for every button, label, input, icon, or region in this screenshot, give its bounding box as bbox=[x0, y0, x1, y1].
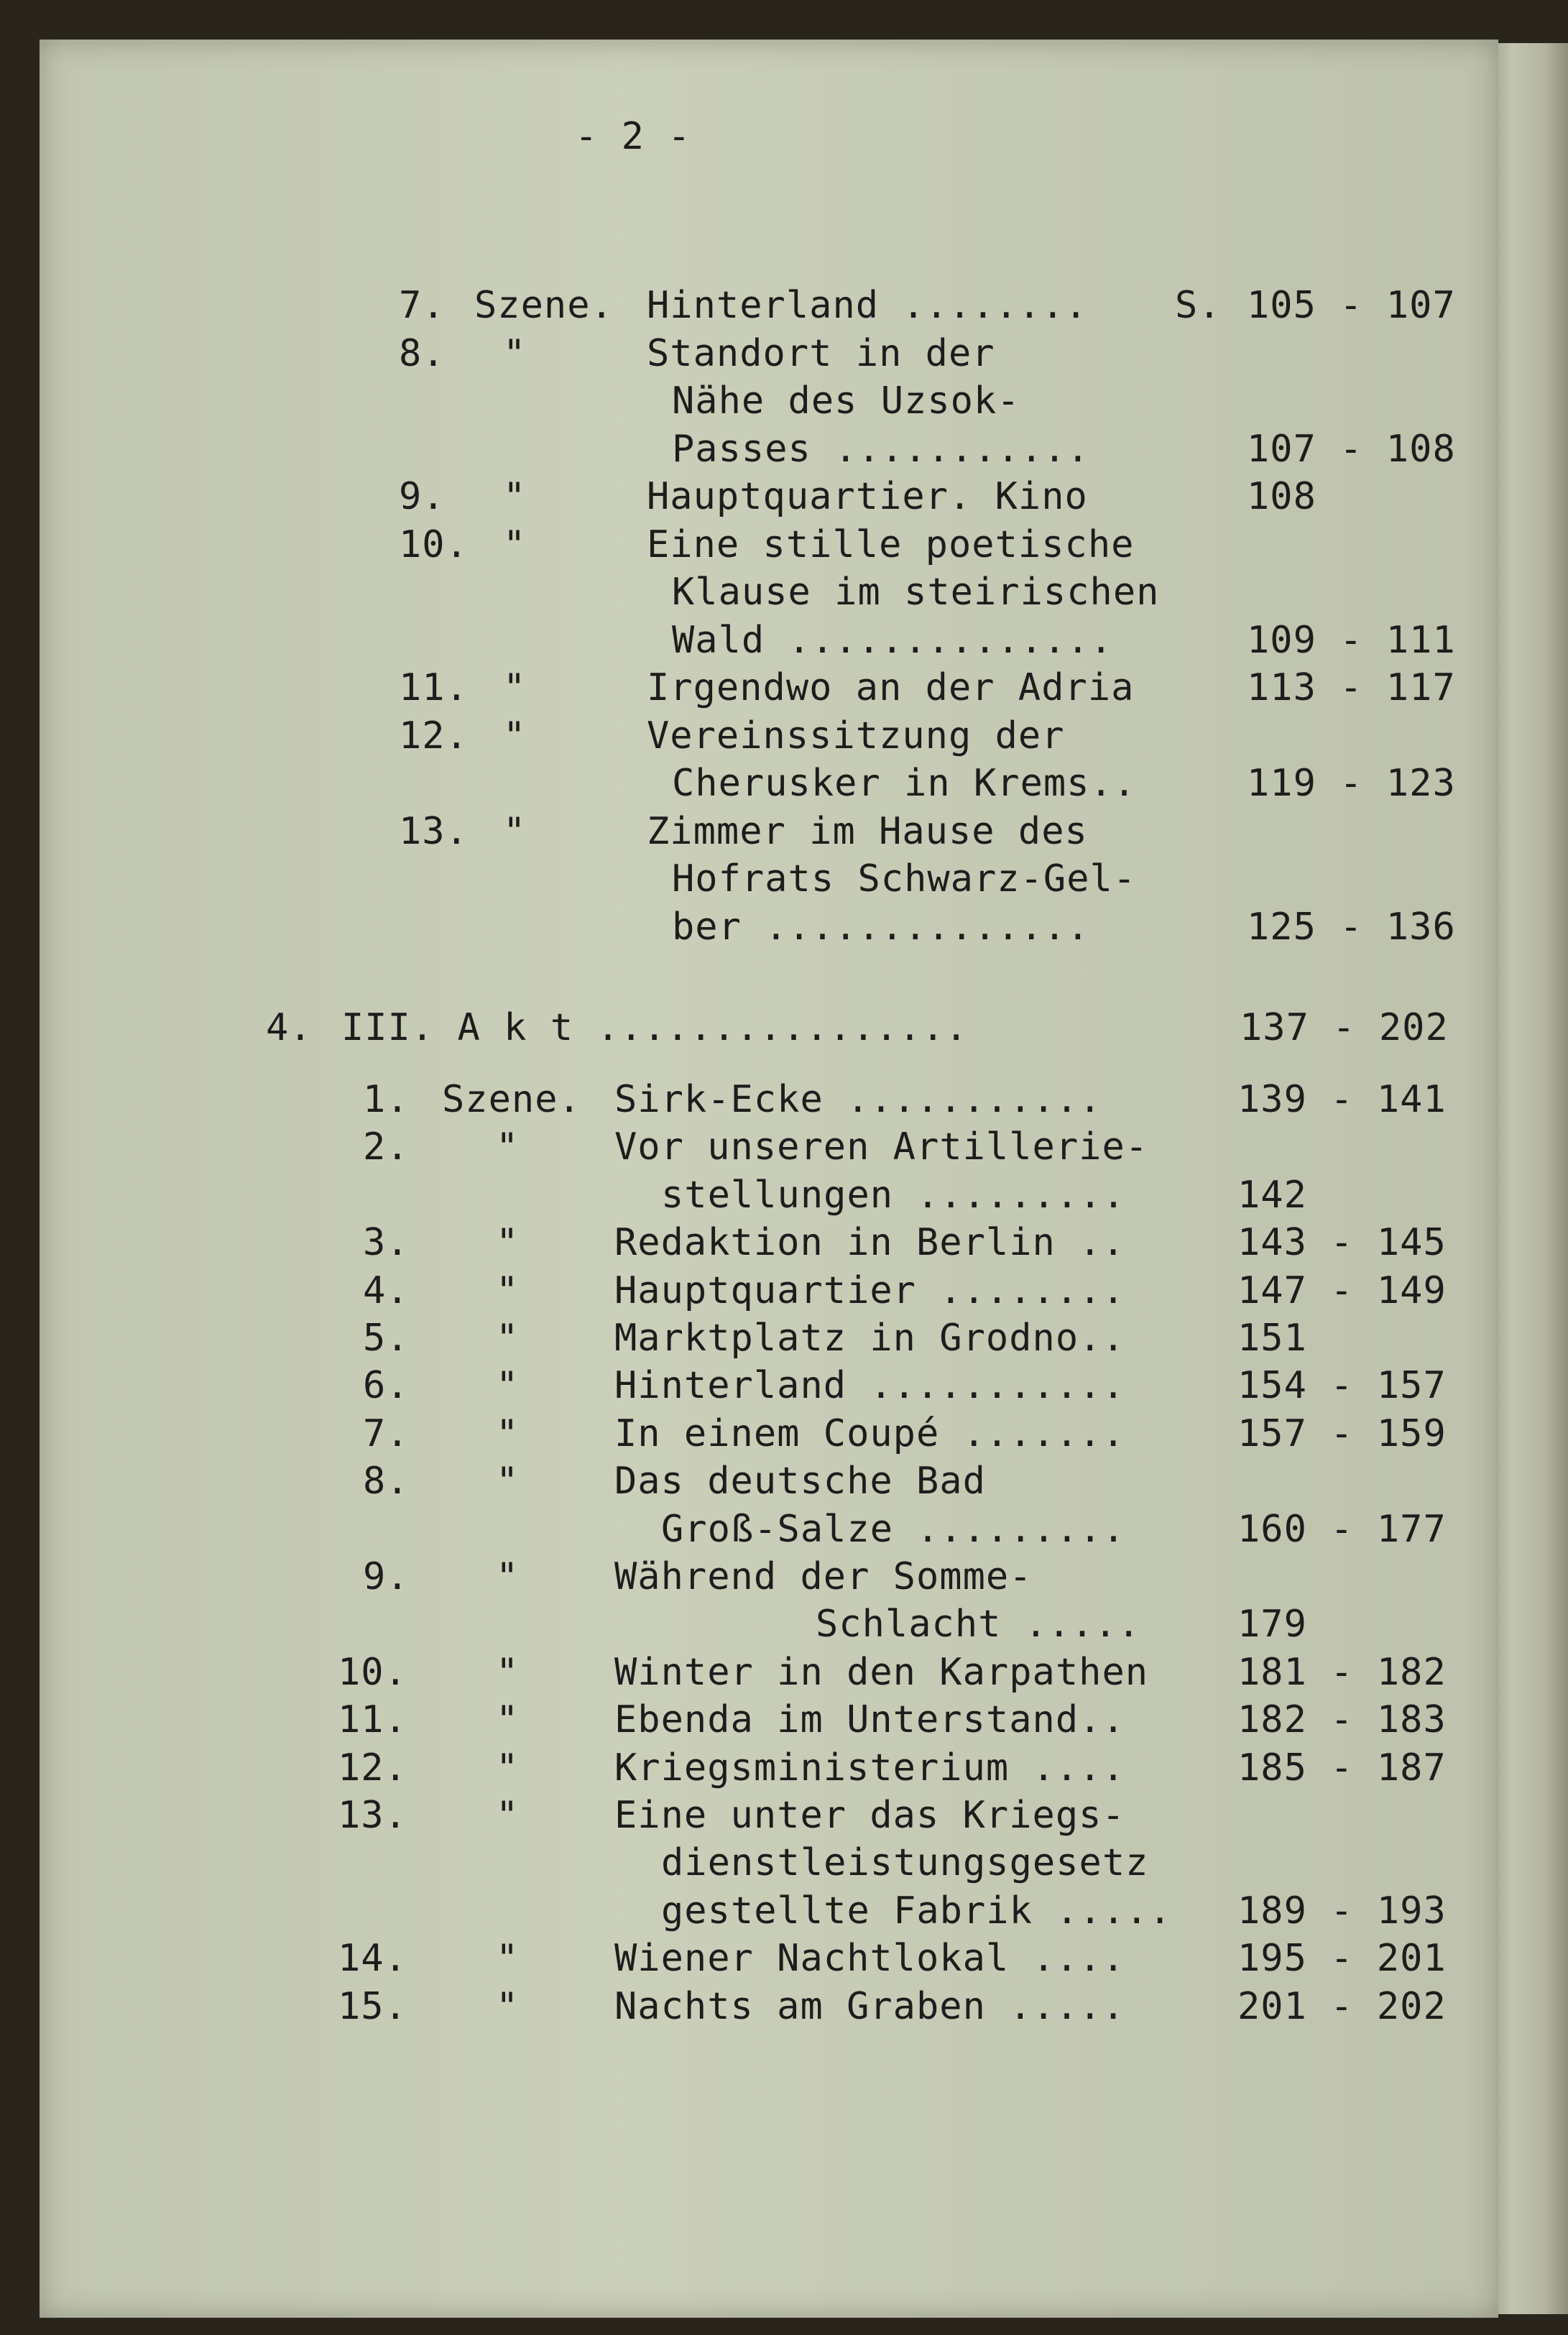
act-scene-number: 3. bbox=[363, 1221, 410, 1264]
act-scene-title: Hinterland ........... bbox=[614, 1364, 1125, 1407]
act-page-range: 181 - 182 bbox=[1237, 1651, 1447, 1694]
act-scene-label: " bbox=[496, 1460, 520, 1503]
toc-scene-label: " bbox=[503, 810, 527, 853]
act-scene-label: " bbox=[496, 1555, 520, 1598]
act-scene-title: Marktplatz in Grodno.. bbox=[614, 1317, 1125, 1360]
act-title: III. A k t ................ bbox=[341, 1006, 969, 1049]
act-scene-label: " bbox=[496, 1221, 520, 1264]
toc-scene-number: 11. bbox=[399, 666, 469, 709]
act-scene-number: 12. bbox=[338, 1746, 407, 1790]
act-page-range: 160 - 177 bbox=[1237, 1508, 1447, 1551]
act-scene-number: 7. bbox=[363, 1412, 410, 1455]
act-page-range: 157 - 159 bbox=[1237, 1412, 1447, 1455]
toc-page-range: 113 - 117 bbox=[1247, 666, 1456, 709]
act-page-range: 195 - 201 bbox=[1237, 1937, 1447, 1980]
toc-scene-title: Nähe des Uzsok- bbox=[672, 379, 1020, 423]
toc-scene-label: " bbox=[503, 523, 527, 566]
act-page-range: 189 - 193 bbox=[1237, 1889, 1447, 1933]
act-scene-title: In einem Coupé ....... bbox=[614, 1412, 1125, 1455]
act-scene-label: " bbox=[496, 1651, 520, 1694]
act-scene-number: 14. bbox=[338, 1937, 407, 1980]
act-page-range: 154 - 157 bbox=[1237, 1364, 1447, 1407]
toc-page-range: 107 - 108 bbox=[1247, 428, 1456, 471]
act-scene-number: 8. bbox=[363, 1460, 410, 1503]
act-page-range: 137 - 202 bbox=[1240, 1006, 1449, 1049]
act-scene-label: " bbox=[496, 1317, 520, 1360]
act-scene-label: " bbox=[496, 1412, 520, 1455]
act-scene-number: 9. bbox=[363, 1555, 410, 1598]
toc-page-range: 108 bbox=[1247, 475, 1316, 518]
toc-scene-title: Cherusker in Krems.. bbox=[672, 762, 1137, 805]
toc-scene-title: Passes ........... bbox=[672, 428, 1090, 471]
act-scene-title: Ebenda im Unterstand.. bbox=[614, 1698, 1125, 1741]
toc-scene-title: Hinterland ........ bbox=[647, 284, 1088, 327]
act-page-range: 147 - 149 bbox=[1237, 1269, 1447, 1312]
toc-scene-title: Vereinssitzung der bbox=[647, 714, 1065, 757]
act-page-range: 151 bbox=[1237, 1317, 1307, 1360]
act-scene-title: Vor unseren Artillerie- bbox=[614, 1125, 1149, 1169]
act-scene-number: 15. bbox=[338, 1985, 407, 2028]
toc-page-range: 109 - 111 bbox=[1247, 619, 1456, 662]
toc-scene-number: 9. bbox=[399, 475, 446, 518]
act-scene-title: stellungen ......... bbox=[661, 1174, 1126, 1217]
toc-scene-number: 10. bbox=[399, 523, 469, 566]
act-scene-title: Groß-Salze ......... bbox=[661, 1508, 1126, 1551]
toc-scene-number: 8. bbox=[399, 332, 446, 375]
act-page-range: 179 bbox=[1237, 1603, 1307, 1646]
toc-scene-title: Wald .............. bbox=[672, 619, 1113, 662]
act-page-range: 185 - 187 bbox=[1237, 1746, 1447, 1790]
act-scene-label: " bbox=[496, 1698, 520, 1741]
act-scene-number: 10. bbox=[338, 1651, 407, 1694]
act-scene-title: Kriegsministerium .... bbox=[614, 1746, 1125, 1790]
adjacent-page-edge bbox=[1488, 43, 1568, 2314]
act-scene-title: dienstleistungsgesetz bbox=[661, 1841, 1149, 1884]
toc-scene-label: " bbox=[503, 666, 527, 709]
toc-scene-number: 7. bbox=[399, 284, 446, 327]
act-page-range: 139 - 141 bbox=[1237, 1078, 1447, 1121]
toc-scene-label: " bbox=[503, 714, 527, 757]
toc-scene-title: Eine stille poetische bbox=[647, 523, 1135, 566]
act-number: 4. bbox=[266, 1006, 313, 1049]
act-scene-label: " bbox=[496, 1125, 520, 1169]
toc-scene-title: Klause im steirischen bbox=[672, 571, 1160, 614]
act-scene-number: 5. bbox=[363, 1317, 410, 1360]
toc-scene-title: ber .............. bbox=[672, 906, 1090, 949]
act-scene-title: Wiener Nachtlokal .... bbox=[614, 1937, 1125, 1980]
page-number: - 2 - bbox=[575, 115, 691, 158]
act-page-range: 143 - 145 bbox=[1237, 1221, 1447, 1264]
toc-page-prefix: S. bbox=[1175, 284, 1222, 327]
act-scene-label: " bbox=[496, 1364, 520, 1407]
act-scene-title: Nachts am Graben ..... bbox=[614, 1985, 1125, 2028]
toc-scene-label: " bbox=[503, 475, 527, 518]
toc-scene-label: Szene. bbox=[474, 284, 614, 327]
act-scene-label: " bbox=[496, 1794, 520, 1837]
toc-scene-label: " bbox=[503, 332, 527, 375]
act-scene-number: 4. bbox=[363, 1269, 410, 1312]
act-scene-label: " bbox=[496, 1746, 520, 1790]
act-page-range: 201 - 202 bbox=[1237, 1985, 1447, 2028]
toc-scene-number: 13. bbox=[399, 810, 469, 853]
act-scene-number: 2. bbox=[363, 1125, 410, 1169]
toc-scene-title: Hofrats Schwarz-Gel- bbox=[672, 857, 1137, 901]
toc-scene-title: Zimmer im Hause des bbox=[647, 810, 1088, 853]
act-scene-title: Eine unter das Kriegs- bbox=[614, 1794, 1125, 1837]
toc-page-range: 105 - 107 bbox=[1247, 284, 1456, 327]
act-scene-title: Schlacht ..... bbox=[816, 1603, 1141, 1646]
act-scene-title: Das deutsche Bad bbox=[614, 1460, 986, 1503]
toc-scene-title: Hauptquartier. Kino bbox=[647, 475, 1088, 518]
toc-page-range: 125 - 136 bbox=[1247, 906, 1456, 949]
act-scene-title: Sirk-Ecke ........... bbox=[614, 1078, 1102, 1121]
act-page-range: 182 - 183 bbox=[1237, 1698, 1447, 1741]
act-scene-label: Szene. bbox=[442, 1078, 581, 1121]
toc-scene-title: Standort in der bbox=[647, 332, 995, 375]
act-scene-label: " bbox=[496, 1937, 520, 1980]
act-scene-number: 11. bbox=[338, 1698, 407, 1741]
act-scene-number: 6. bbox=[363, 1364, 410, 1407]
act-scene-title: Hauptquartier ........ bbox=[614, 1269, 1125, 1312]
toc-page-range: 119 - 123 bbox=[1247, 762, 1456, 805]
toc-scene-number: 12. bbox=[399, 714, 469, 757]
act-scene-title: Winter in den Karpathen bbox=[614, 1651, 1149, 1694]
act-page-range: 142 bbox=[1237, 1174, 1307, 1217]
act-scene-label: " bbox=[496, 1269, 520, 1312]
toc-scene-title: Irgendwo an der Adria bbox=[647, 666, 1135, 709]
act-scene-number: 1. bbox=[363, 1078, 410, 1121]
act-scene-title: Während der Somme- bbox=[614, 1555, 1033, 1598]
act-scene-number: 13. bbox=[338, 1794, 407, 1837]
act-scene-label: " bbox=[496, 1985, 520, 2028]
act-scene-title: gestellte Fabrik ..... bbox=[661, 1889, 1172, 1933]
act-scene-title: Redaktion in Berlin .. bbox=[614, 1221, 1125, 1264]
